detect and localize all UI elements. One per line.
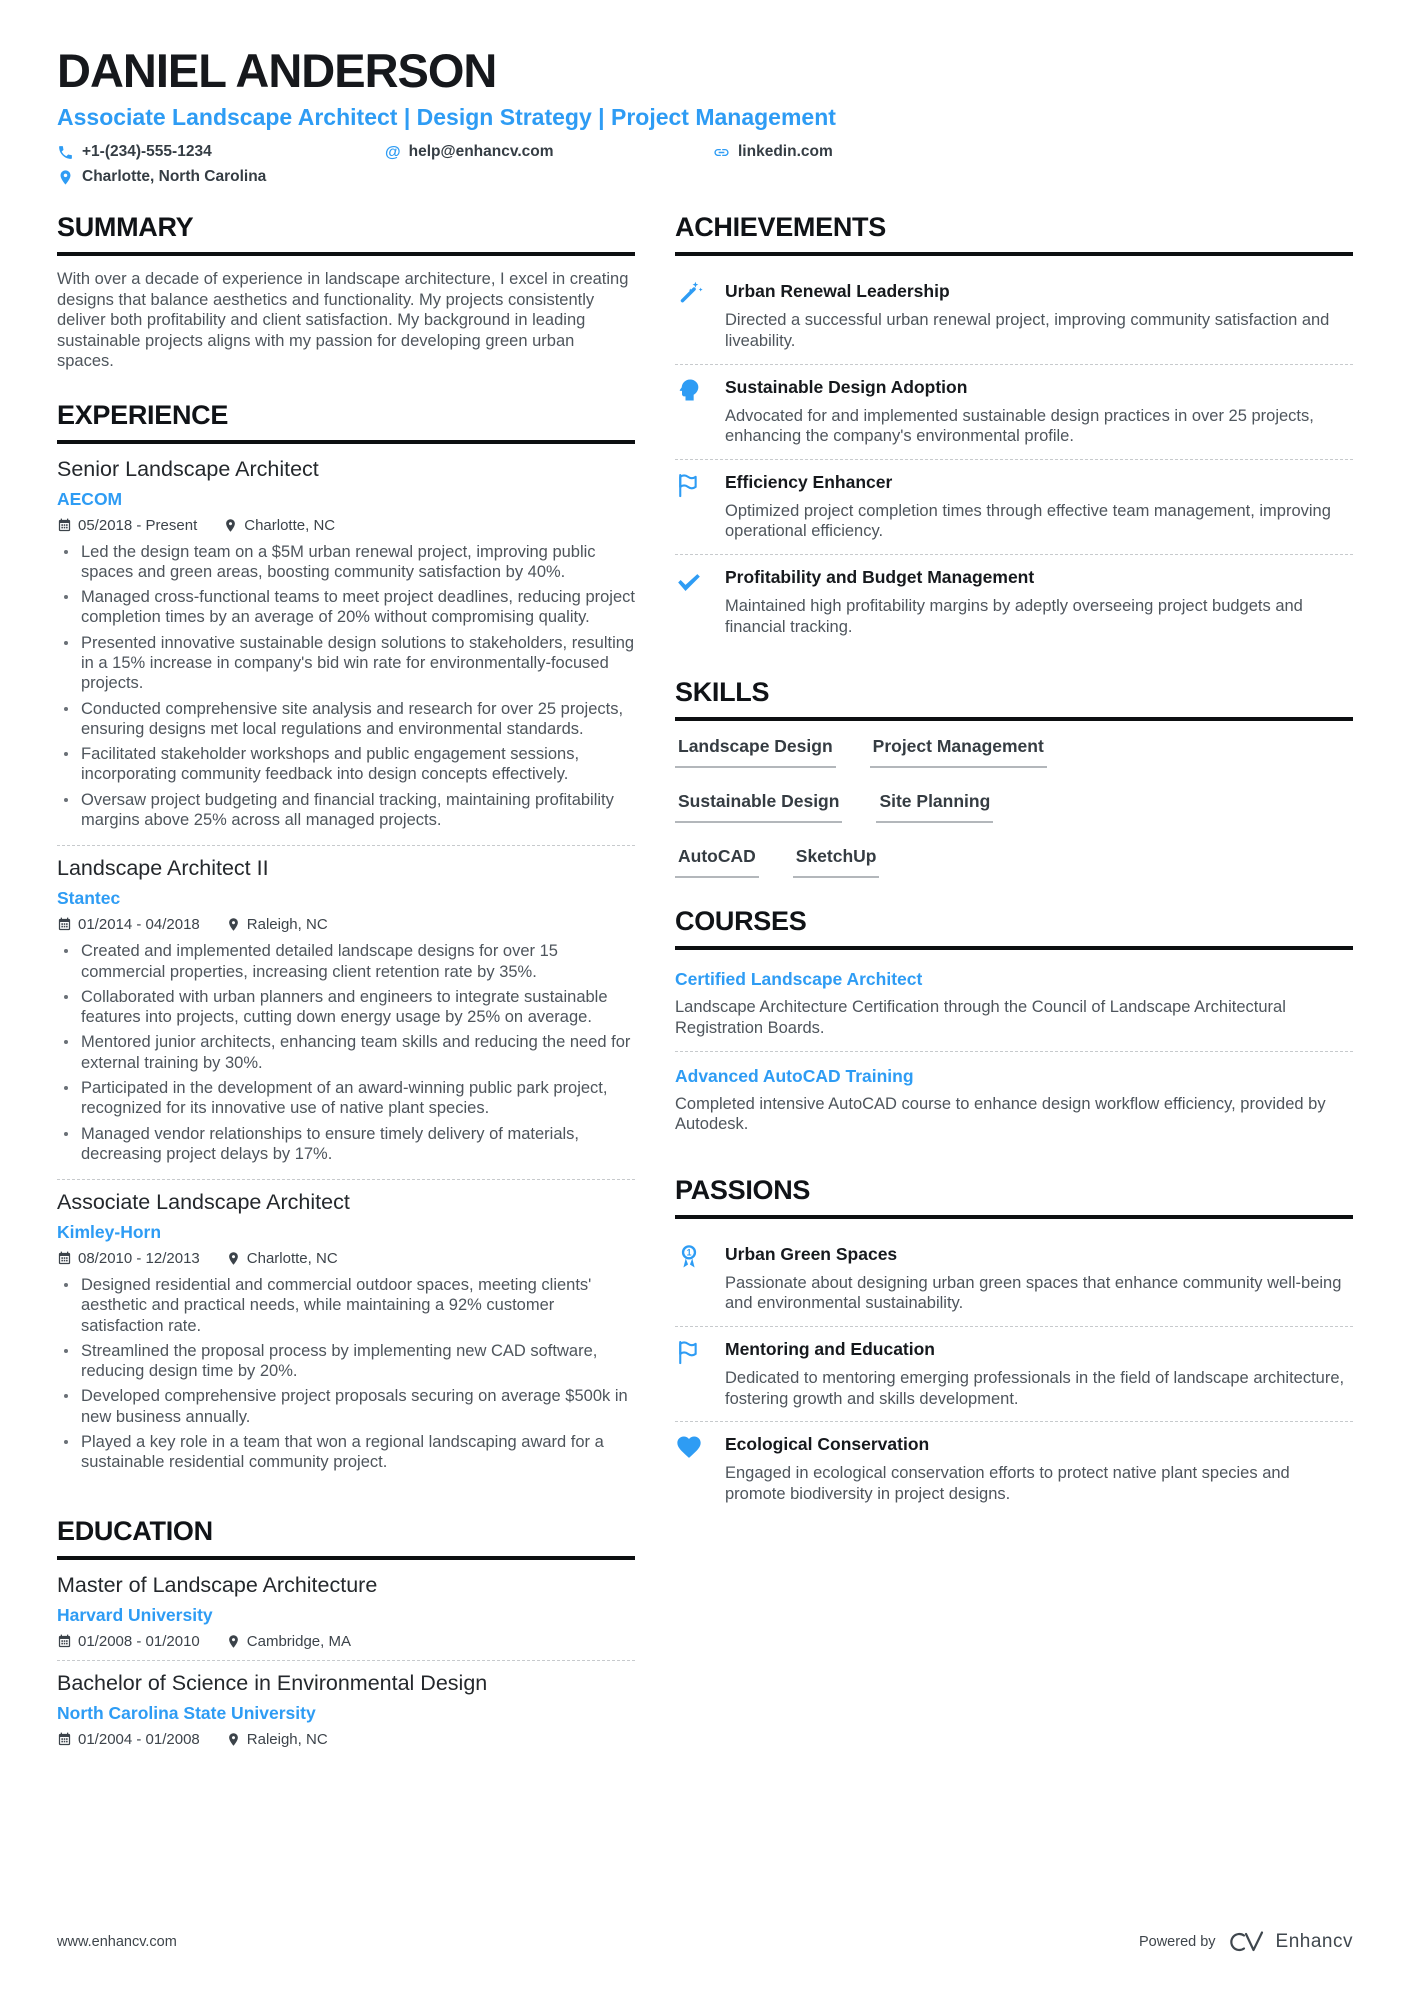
resume-header [57, 46, 1353, 186]
skill-tag[interactable]: SketchUp [793, 844, 880, 878]
job-bullet: Played a key role in a team that won a regional landscaping award for a sustainable residential community project. [57, 1432, 635, 1473]
link-icon [713, 144, 730, 161]
passion-item-text: Dedicated to mentoring emerging professionals in the field of landscape architecture, fostering growth and skills development. [725, 1369, 1345, 1408]
job-company: Stantec [57, 888, 121, 909]
job-bullets [57, 941, 635, 1164]
contact-location-text: Charlotte, North Carolina [82, 168, 267, 186]
skills-row [675, 844, 1353, 878]
courses-list [675, 963, 1353, 1147]
achievement-item-body [725, 565, 1353, 637]
entry-dates [57, 916, 200, 933]
passions-heading: PASSIONS [675, 1175, 1353, 1219]
contact-linkedin-text: linkedin.com [738, 143, 833, 161]
medal-icon [675, 1242, 713, 1314]
job-bullet: Designed residential and commercial outdoor spaces, meeting clients' aesthetic and practical needs, while maintaining a 92% customer satisfaction rate. [57, 1275, 635, 1336]
job-bullet: Created and implemented detailed landscape designs for over 15 commercial properties, increasing client retention rate by 35%. [57, 941, 635, 982]
magic-wand-icon [675, 279, 713, 351]
entry-meta [57, 916, 635, 933]
achievement-item-title: Sustainable Design Adoption [725, 376, 968, 397]
calendar-icon [57, 1634, 72, 1649]
powered-by [1139, 1929, 1353, 1955]
entry-meta [57, 1633, 635, 1650]
passion-item-text: Engaged in ecological conservation efforts to protect native plant species and promote biodiversity in project designs. [725, 1464, 1290, 1503]
experience-section [57, 400, 635, 1488]
education-section [57, 1516, 635, 1758]
job-bullet: Facilitated stakeholder workshops and public engagement sessions, incorporating community feedback into design concepts effectively. [57, 744, 635, 785]
skills-list [675, 734, 1353, 878]
experience-job [57, 457, 635, 847]
calendar-icon [57, 1251, 72, 1266]
job-company: AECOM [57, 488, 123, 509]
skills-row [675, 789, 1353, 823]
summary-text: With over a decade of experience in landscape architecture, I excel in creating designs that balance aesthetics and functionality. My projects consistently deliver both profitability and client satisfaction. My background in leading sustainable projects aligns with my passion for developing green urban spaces. [57, 270, 629, 371]
education-list [57, 1573, 635, 1758]
passion-item-title: Mentoring and Education [725, 1339, 935, 1360]
achievement-item-title: Efficiency Enhancer [725, 471, 893, 492]
summary-heading: SUMMARY [57, 212, 635, 256]
entry-location-text: Raleigh, NC [246, 916, 328, 934]
experience-job [57, 856, 635, 1180]
job-bullet: Presented innovative sustainable design solutions to stakeholders, resulting in a 15% increase in company's bid win rate for environmentally-focused projects. [57, 633, 635, 694]
achievement-item-body [725, 375, 1353, 447]
enhancv-logo-icon [1226, 1929, 1266, 1955]
entry-location [226, 916, 328, 933]
passion-item-body [725, 1242, 1353, 1314]
skill-tag[interactable]: AutoCAD [675, 844, 759, 878]
location-pin-icon [226, 1634, 241, 1649]
course-item [675, 963, 1353, 1051]
passion-item [675, 1327, 1353, 1422]
job-bullet: Collaborated with urban planners and engineers to integrate sustainable features into projects, cutting down energy usage by 25% on average. [57, 987, 635, 1028]
footer-website[interactable]: www.enhancv.com [57, 1934, 177, 1950]
passions-section [675, 1175, 1353, 1517]
degree-title: Master of Landscape Architecture [57, 1572, 378, 1597]
achievement-item [675, 365, 1353, 460]
degree-school: North Carolina State University [57, 1702, 316, 1723]
calendar-icon [57, 1732, 72, 1747]
achievement-item-body [725, 279, 1353, 351]
phone-icon [57, 144, 74, 161]
passion-item-text: Passionate about designing urban green spaces that enhance community well-being and environmental sustainability. [725, 1273, 1342, 1313]
entry-dates-text: 01/2004 - 01/2008 [78, 1730, 200, 1748]
passion-item-title: Urban Green Spaces [725, 1243, 898, 1264]
achievements-section [675, 212, 1353, 649]
headline: Associate Landscape Architect | Design Strategy | Project Management [57, 104, 836, 131]
education-degree [57, 1671, 635, 1758]
achievement-item-text: Optimized project completion times through effective team management, improving operational efficiency. [725, 501, 1331, 541]
course-title: Advanced AutoCAD Training [675, 1065, 914, 1086]
achievement-item-title: Profitability and Budget Management [725, 567, 1035, 588]
job-title: Landscape Architect II [57, 856, 269, 881]
flag-icon [675, 470, 713, 542]
entry-dates-text: 05/2018 - Present [78, 516, 198, 534]
degree-title: Bachelor of Science in Environmental Design [57, 1670, 488, 1695]
resume-body [57, 188, 1353, 1899]
heart-icon [675, 1432, 713, 1504]
achievement-item-text: Maintained high profitability margins by adeptly overseeing project budgets and financial tracking. [725, 597, 1303, 636]
courses-heading: COURSES [675, 906, 1353, 950]
job-bullet: Led the design team on a $5M urban renewal project, improving public spaces and green areas, boosting community satisfaction by 40%. [57, 542, 635, 583]
achievement-item-title: Urban Renewal Leadership [725, 281, 950, 302]
entry-location-text: Cambridge, MA [246, 1632, 351, 1650]
job-bullets [57, 1275, 635, 1473]
courses-section [675, 906, 1353, 1147]
job-bullets [57, 542, 635, 831]
contact-phone[interactable] [57, 143, 385, 161]
contact-row [57, 143, 1353, 186]
summary-section [57, 212, 635, 371]
entry-dates [57, 517, 197, 534]
entry-dates [57, 1633, 200, 1650]
location-pin-icon [226, 1251, 241, 1266]
location-pin-icon [223, 518, 238, 533]
powered-by-label: Powered by [1138, 1934, 1216, 1950]
entry-dates [57, 1250, 200, 1267]
job-bullet: Managed vendor relationships to ensure timely delivery of materials, decreasing project delays by 17%. [57, 1124, 635, 1165]
passion-item-body [725, 1432, 1353, 1504]
passions-list [675, 1232, 1353, 1517]
education-heading: EDUCATION [57, 1516, 635, 1560]
skill-tag[interactable]: Sustainable Design [675, 789, 842, 823]
entry-location [223, 517, 335, 534]
entry-meta [57, 1250, 635, 1267]
job-bullet: Managed cross-functional teams to meet project deadlines, reducing project completion times by an average of 20% without compromising quality. [57, 587, 635, 628]
entry-meta [57, 517, 635, 534]
entry-dates-text: 01/2014 - 04/2018 [78, 916, 200, 934]
calendar-icon [57, 518, 72, 533]
contact-location [57, 168, 385, 186]
right-column [675, 188, 1353, 1899]
passion-item [675, 1232, 1353, 1327]
location-pin-icon [226, 917, 241, 932]
head-idea-icon [675, 375, 713, 447]
job-bullet: Conducted comprehensive site analysis and research for over 25 projects, ensuring designs met local regulations and environmental standards. [57, 699, 635, 740]
calendar-icon [57, 917, 72, 932]
entry-location [226, 1633, 351, 1650]
course-text: Completed intensive AutoCAD course to enhance design workflow efficiency, provided by Autodesk. [675, 1094, 1326, 1134]
job-bullet: Mentored junior architects, enhancing team skills and reducing the need for external training by 30%. [57, 1032, 635, 1073]
contact-email-text: help@enhancv.com [408, 143, 554, 161]
achievement-item [675, 460, 1353, 555]
entry-location-text: Charlotte, NC [246, 1250, 338, 1268]
skills-heading: SKILLS [675, 677, 1353, 721]
contact-linkedin[interactable] [713, 143, 1353, 161]
degree-school: Harvard University [57, 1604, 213, 1625]
experience-job [57, 1190, 635, 1488]
achievement-item-text: Directed a successful urban renewal project, improving community satisfaction and liveability. [725, 311, 1330, 350]
at-icon: @ [385, 143, 401, 161]
left-column [57, 188, 635, 1899]
entry-location [226, 1731, 328, 1748]
job-bullet: Participated in the development of an award-winning public park project, recognized for its innovative use of native plant species. [57, 1078, 635, 1119]
entry-dates-text: 08/2010 - 12/2013 [78, 1250, 200, 1268]
brand-name: Enhancv [1275, 1931, 1353, 1952]
achievement-item [675, 555, 1353, 649]
education-degree [57, 1573, 635, 1661]
skill-tag[interactable]: Site Planning [876, 789, 993, 823]
job-title: Associate Landscape Architect [57, 1190, 350, 1215]
entry-location-text: Charlotte, NC [244, 516, 336, 534]
flag-icon [675, 1337, 713, 1409]
skills-row [675, 734, 1353, 768]
contact-email[interactable] [385, 143, 713, 161]
job-bullet: Oversaw project budgeting and financial tracking, maintaining profitability margins above 25% across all managed projects. [57, 790, 635, 831]
passion-item [675, 1422, 1353, 1516]
entry-dates-text: 01/2008 - 01/2010 [78, 1632, 200, 1650]
course-title: Certified Landscape Architect [675, 969, 923, 990]
job-title: Senior Landscape Architect [57, 456, 319, 481]
skill-tag[interactable]: Landscape Design [675, 734, 836, 768]
experience-heading: EXPERIENCE [57, 400, 635, 444]
job-bullet: Streamlined the proposal process by implementing new CAD software, reducing design time by 20%. [57, 1341, 635, 1382]
checkmark-icon [675, 565, 713, 637]
skill-tag[interactable]: Project Management [870, 734, 1047, 768]
location-pin-icon [226, 1732, 241, 1747]
passion-item-body [725, 1337, 1353, 1409]
achievement-item-body [725, 470, 1353, 542]
job-company: Kimley-Horn [57, 1222, 162, 1243]
achievement-item [675, 269, 1353, 364]
entry-dates [57, 1731, 200, 1748]
svg-text:1: 1 [686, 1247, 692, 1258]
entry-location [226, 1250, 338, 1267]
contact-phone-text: +1-(234)-555-1234 [82, 143, 212, 161]
achievements-list [675, 269, 1353, 649]
skills-section [675, 677, 1353, 878]
achievement-item-text: Advocated for and implemented sustainable design practices in over 25 projects, enhancing the company's environmental profile. [725, 406, 1314, 446]
experience-list [57, 457, 635, 1488]
achievements-heading: ACHIEVEMENTS [675, 212, 1353, 256]
entry-meta [57, 1731, 635, 1748]
name-heading: DANIEL ANDERSON [57, 44, 497, 97]
job-bullet: Developed comprehensive project proposals securing on average $500k in new business annually. [57, 1386, 635, 1427]
course-text: Landscape Architecture Certification through the Council of Landscape Architectural Registration Boards. [675, 998, 1286, 1037]
entry-location-text: Raleigh, NC [246, 1730, 328, 1748]
location-pin-icon [57, 169, 74, 186]
page-footer [57, 1899, 1353, 1955]
passion-item-title: Ecological Conservation [725, 1434, 930, 1455]
course-item [675, 1060, 1353, 1147]
